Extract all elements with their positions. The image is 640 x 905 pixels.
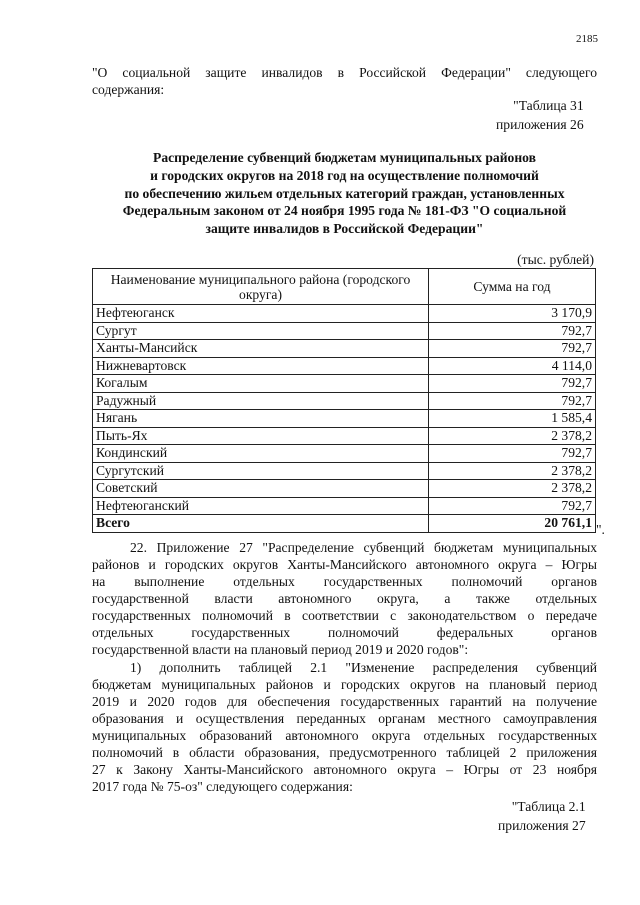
row-name: Нефтеюганск	[93, 305, 429, 323]
title-line: и городских округов на 2018 год на осуществление полномочий	[150, 167, 539, 183]
row-name: Сургутский	[93, 462, 429, 480]
table-row	[93, 497, 596, 515]
table-reference-31	[496, 96, 584, 134]
title-line: по обеспечению жильем отдельных категорий граждан, установленных	[124, 185, 565, 201]
total-value: 20 761,1	[429, 515, 596, 533]
table-row	[93, 340, 596, 358]
paragraph-22-line: на выполнение отдельных государственных полномочий органов	[92, 574, 597, 589]
paragraph-1-line: 2019 и 2020 годов для обеспечения государственных гарантий на получение	[92, 694, 597, 709]
paragraph-22-line: 22. Приложение 27 "Распределение субвенций бюджетам муниципальных	[130, 540, 597, 555]
table-row	[93, 410, 596, 428]
table-row	[93, 462, 596, 480]
table-ref-label: "Таблица 2.1	[511, 799, 586, 814]
paragraph-1-line: 27 к Закону Ханты-Мансийского автономного округа – Югры от 23 ноября	[92, 762, 597, 777]
row-value: 792,7	[429, 322, 596, 340]
page-number: 2185	[576, 33, 598, 45]
row-value: 3 170,9	[429, 305, 596, 323]
row-name: Нижневартовск	[93, 357, 429, 375]
paragraph-22-line: государственных полномочий в соответствии с законодательством о передаче	[92, 608, 597, 623]
title-line: защите инвалидов в Российской Федерации"	[205, 221, 484, 237]
row-name: Сургут	[93, 322, 429, 340]
title-line: Федеральным законом от 24 ноября 1995 года № 181-ФЗ "О социальной	[122, 203, 567, 219]
row-name: Пыть-Ях	[93, 427, 429, 445]
paragraph-22-line: районов и городских округов Ханты-Мансийского автономного округа – Югры	[92, 557, 597, 572]
table-reference-2-1	[498, 797, 586, 835]
table-total-row	[93, 515, 596, 533]
row-name: Нягань	[93, 410, 429, 428]
row-name: Ханты-Мансийск	[93, 340, 429, 358]
document-title	[92, 149, 597, 238]
paragraph-22-line: государственной власти на плановый период 2019 и 2020 годов":	[92, 642, 469, 657]
paragraph-1-line: образования и осуществления переданных органам местного самоуправления	[92, 711, 597, 726]
total-label: Всего	[93, 515, 429, 533]
row-value: 2 378,2	[429, 462, 596, 480]
paragraph-1-line: 1) дополнить таблицей 2.1 "Изменение распределения субвенций	[130, 660, 597, 675]
row-name: Нефтеюганский	[93, 497, 429, 515]
row-value: 2 378,2	[429, 427, 596, 445]
row-name: Кондинский	[93, 445, 429, 463]
subvention-table	[92, 268, 596, 533]
row-name: Радужный	[93, 392, 429, 410]
row-value: 2 378,2	[429, 480, 596, 498]
intro-line-2: содержания:	[92, 82, 165, 97]
row-name: Советский	[93, 480, 429, 498]
paragraph-1-line: 2017 года № 75-оз" следующего содержания:	[92, 779, 353, 794]
row-value: 792,7	[429, 445, 596, 463]
table-row	[93, 322, 596, 340]
paragraph-22-line: отдельных государственных полномочий федеральных органов	[92, 625, 597, 640]
table-row	[93, 375, 596, 393]
header-annual-sum: Сумма на год	[429, 269, 596, 305]
table-ref-label: "Таблица 31	[513, 98, 584, 113]
table-row	[93, 427, 596, 445]
paragraph-1-line: бюджетам муниципальных районов и городских округов на плановый период	[92, 677, 597, 692]
row-value: 4 114,0	[429, 357, 596, 375]
table-row	[93, 480, 596, 498]
table-ref-appendix: приложения 26	[496, 117, 584, 132]
title-line: Распределение субвенций бюджетам муниципальных районов	[153, 150, 536, 165]
row-value: 792,7	[429, 392, 596, 410]
table-header-row	[93, 269, 596, 305]
row-value: 1 585,4	[429, 410, 596, 428]
row-value: 792,7	[429, 340, 596, 358]
paragraph-1-line: муниципальных образований автономного округа отдельных государственных	[92, 728, 597, 743]
row-value: 792,7	[429, 375, 596, 393]
table-row	[93, 357, 596, 375]
closing-quote-mark: ".	[596, 522, 605, 537]
table-row	[93, 445, 596, 463]
header-municipality: Наименование муниципального района (городского округа)	[93, 269, 429, 305]
row-name: Когалым	[93, 375, 429, 393]
row-value: 792,7	[429, 497, 596, 515]
table-row	[93, 392, 596, 410]
table-row	[93, 305, 596, 323]
units-label: (тыс. рублей)	[517, 252, 594, 267]
paragraph-1-line: полномочий в области образования, предусмотренного таблицей 2 приложения	[92, 745, 597, 760]
intro-line-1: "О социальной защите инвалидов в Российской Федерации" следующего	[92, 65, 597, 80]
table-ref-appendix: приложения 27	[498, 818, 586, 833]
paragraph-22-line: государственной власти автономного округа, а также отдельных	[92, 591, 597, 606]
